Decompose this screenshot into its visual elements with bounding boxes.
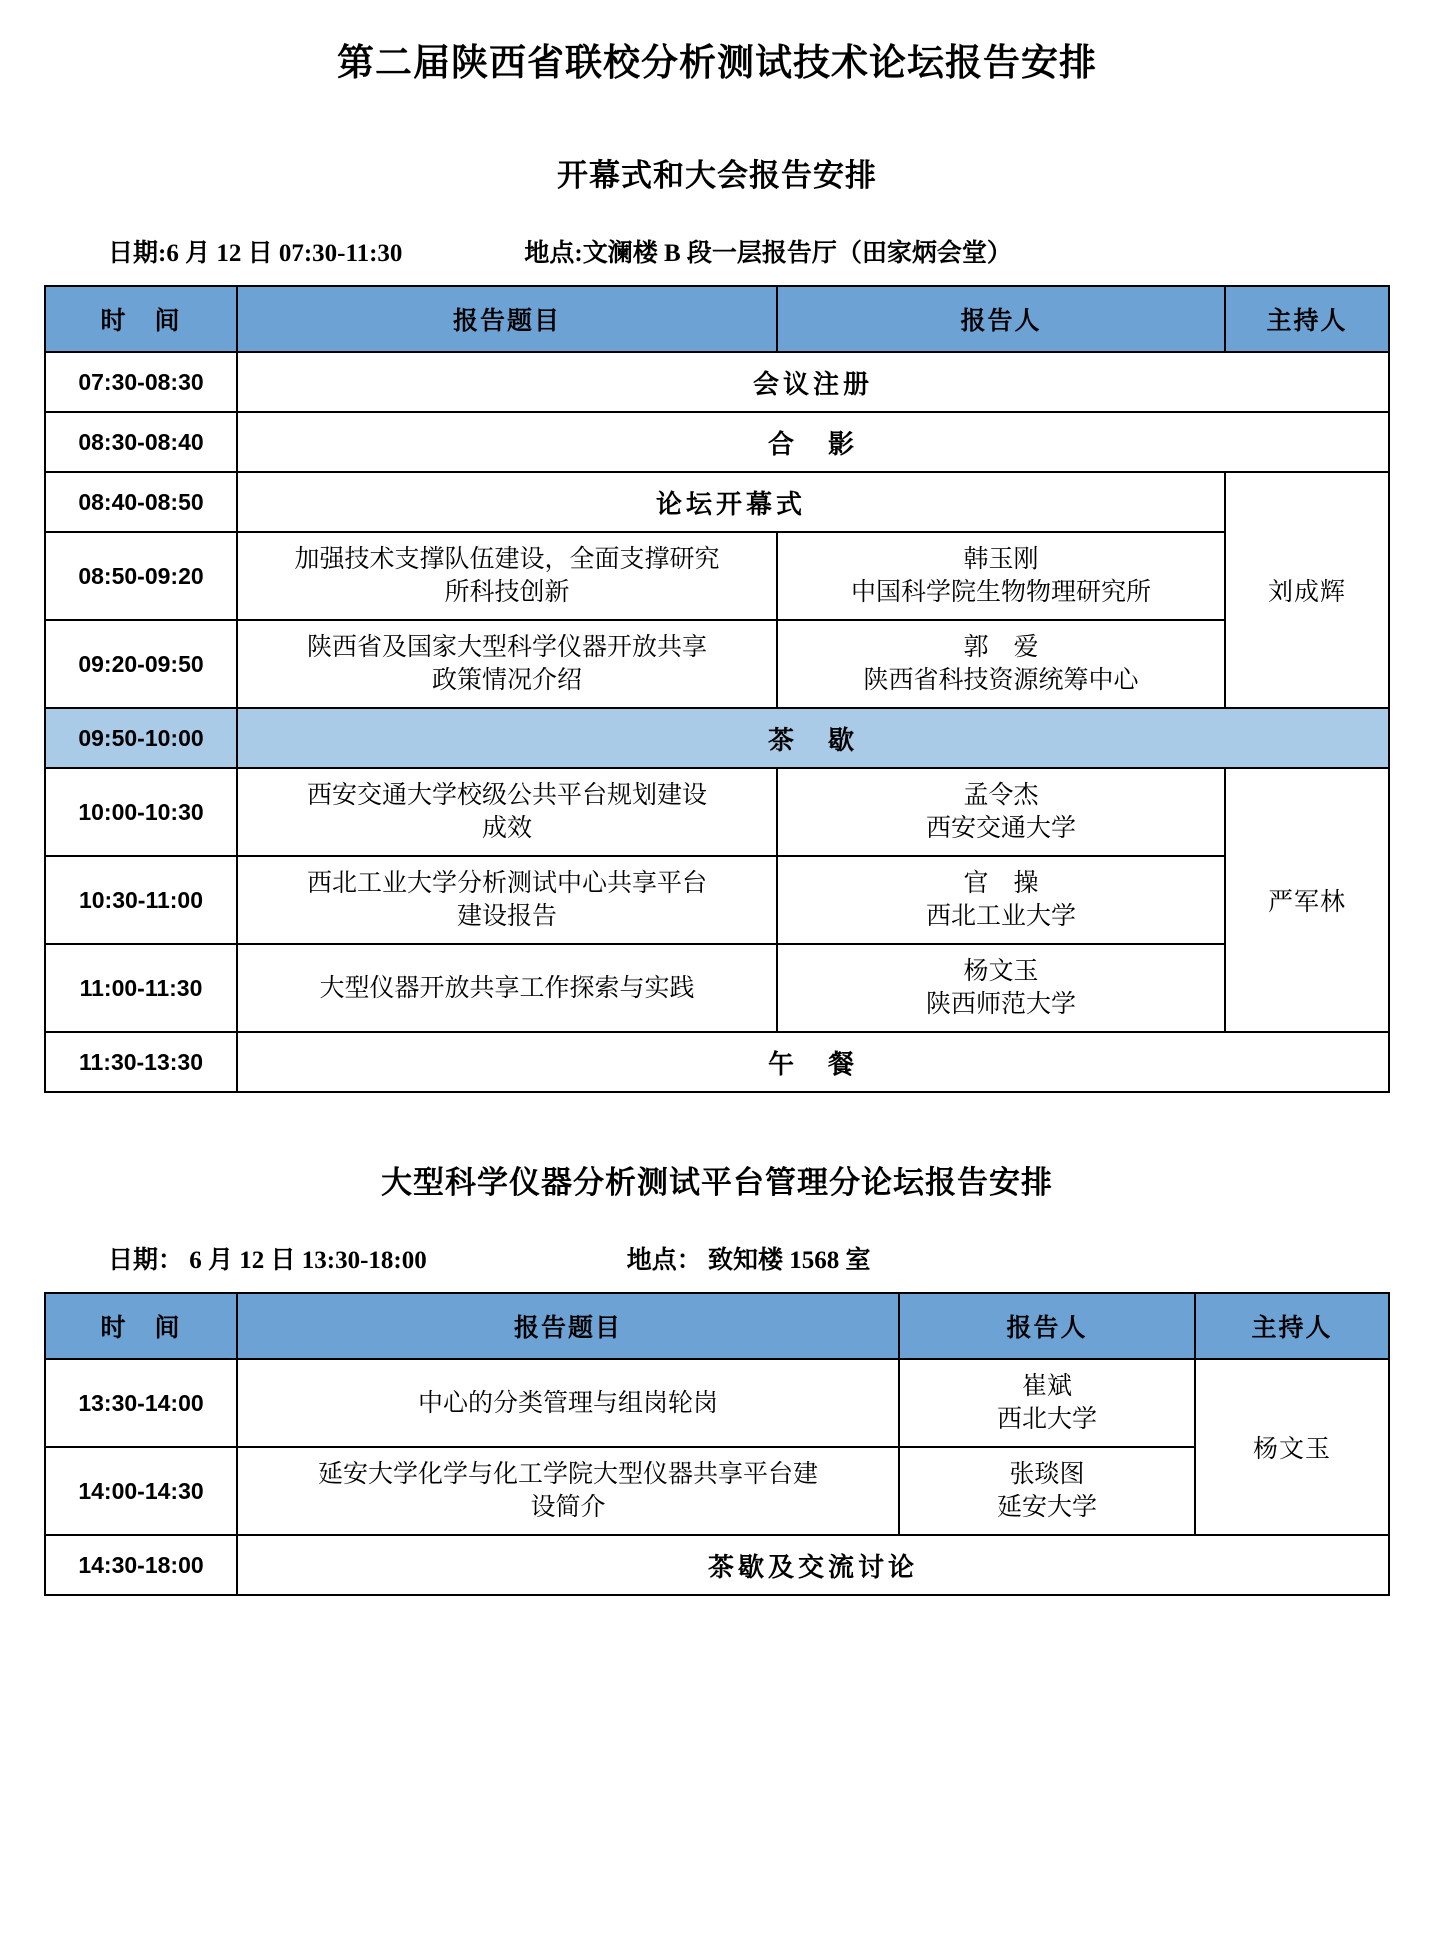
row-topic (237, 1447, 899, 1535)
row-topic-line1: 陕西省及国家大型科学仪器开放共享 (306, 634, 707, 661)
row-speaker-name: 郭 爱 (963, 634, 1039, 661)
row-time: 14:30-18:00 (45, 1535, 237, 1595)
section2-schedule-table (44, 1292, 1390, 1596)
row-speaker (777, 768, 1225, 856)
row-topic (237, 620, 777, 708)
section1-schedule-table (44, 285, 1390, 1093)
section1-date: 日期:6 月 12 日 07:30-11:30 (108, 240, 403, 267)
row-speaker (899, 1447, 1195, 1535)
column-header-speaker: 报告人 (899, 1293, 1195, 1359)
row-topic-line2: 政策情况介绍 (431, 667, 582, 694)
row-speaker (777, 944, 1225, 1032)
row-full-text: 合 影 (237, 412, 1389, 472)
row-speaker-affiliation: 陕西省科技资源统筹中心 (863, 667, 1139, 694)
row-topic-line2: 建设报告 (456, 903, 557, 930)
section1-place: 地点:文澜楼 B 段一层报告厅（田家炳会堂） (524, 240, 1012, 267)
table-row (45, 856, 1389, 944)
row-time: 09:50-10:00 (45, 708, 237, 768)
row-topic (237, 944, 777, 1032)
row-speaker-affiliation: 陕西师范大学 (925, 991, 1076, 1018)
row-speaker (777, 532, 1225, 620)
table-header-row (45, 1293, 1389, 1359)
row-topic (237, 1359, 899, 1447)
row-topic-line1: 大型仪器开放共享工作探索与实践 (319, 974, 695, 1002)
section1-title: 开幕式和大会报告安排 (557, 158, 877, 193)
row-time: 09:20-09:50 (45, 620, 237, 708)
column-header-time: 时 间 (45, 1293, 237, 1359)
row-speaker-affiliation: 西北大学 (996, 1406, 1097, 1433)
section1-meta (44, 233, 1390, 269)
row-host: 严军林 (1225, 768, 1389, 1032)
row-speaker-name: 韩玉刚 (963, 546, 1039, 573)
table-row (45, 532, 1389, 620)
table-row (45, 944, 1389, 1032)
table-row-break (45, 708, 1389, 768)
row-time: 11:00-11:30 (45, 944, 237, 1032)
row-host: 刘成辉 (1225, 472, 1389, 708)
column-header-topic: 报告题目 (237, 1293, 899, 1359)
row-time: 14:00-14:30 (45, 1447, 237, 1535)
table-row (45, 620, 1389, 708)
table-row (45, 1359, 1389, 1447)
row-span-text: 论坛开幕式 (237, 472, 1225, 532)
row-speaker-affiliation: 西安交通大学 (925, 815, 1076, 842)
row-full-text: 茶歇及交流讨论 (237, 1535, 1389, 1595)
row-speaker-name: 官 操 (963, 870, 1039, 897)
row-full-text: 茶 歇 (237, 708, 1389, 768)
table-header-row (45, 286, 1389, 352)
row-time: 10:00-10:30 (45, 768, 237, 856)
table-row (45, 472, 1389, 532)
column-header-host: 主持人 (1225, 286, 1389, 352)
row-topic (237, 532, 777, 620)
row-topic-line1: 加强技术支撑队伍建设，全面支撑研究 (294, 546, 720, 573)
section2-title: 大型科学仪器分析测试平台管理分论坛报告安排 (381, 1165, 1053, 1200)
row-speaker-name: 杨文玉 (963, 958, 1039, 985)
column-header-time: 时 间 (45, 286, 237, 352)
column-header-topic: 报告题目 (237, 286, 777, 352)
section2-date: 日期： 6 月 12 日 13:30-18:00 (108, 1247, 427, 1274)
table-row (45, 1447, 1389, 1535)
row-topic-line1: 西北工业大学分析测试中心共享平台 (306, 870, 707, 897)
row-time: 08:50-09:20 (45, 532, 237, 620)
table-row (45, 768, 1389, 856)
row-topic-line2: 设简介 (530, 1494, 606, 1521)
column-header-speaker: 报告人 (777, 286, 1225, 352)
row-speaker-affiliation: 西北工业大学 (925, 903, 1076, 930)
row-time: 08:40-08:50 (45, 472, 237, 532)
row-speaker-affiliation: 中国科学院生物物理研究所 (850, 579, 1151, 606)
row-topic-line1: 延安大学化学与化工学院大型仪器共享平台建 (317, 1461, 818, 1488)
row-speaker-name: 孟令杰 (963, 782, 1039, 809)
table-row (45, 352, 1389, 412)
page-title: 第二届陕西省联校分析测试技术论坛报告安排 (337, 42, 1097, 83)
section2-meta (44, 1240, 1390, 1276)
row-topic-line1: 西安交通大学校级公共平台规划建设 (306, 782, 707, 809)
row-speaker-affiliation: 延安大学 (996, 1494, 1097, 1521)
row-speaker (777, 856, 1225, 944)
row-topic (237, 856, 777, 944)
section2-place: 地点： 致知楼 1568 室 (626, 1247, 871, 1274)
row-topic-line1: 中心的分类管理与组岗轮岗 (417, 1389, 718, 1417)
column-header-host: 主持人 (1195, 1293, 1389, 1359)
row-speaker (899, 1359, 1195, 1447)
row-topic-line2: 成效 (481, 815, 532, 842)
row-host: 杨文玉 (1195, 1359, 1389, 1535)
row-full-text: 会议注册 (237, 352, 1389, 412)
table-row (45, 412, 1389, 472)
row-speaker-name: 张琰图 (1009, 1461, 1085, 1488)
row-time: 13:30-14:00 (45, 1359, 237, 1447)
table-row (45, 1032, 1389, 1092)
row-topic-line2: 所科技创新 (444, 579, 570, 606)
row-time: 10:30-11:00 (45, 856, 237, 944)
row-time: 11:30-13:30 (45, 1032, 237, 1092)
row-full-text: 午 餐 (237, 1032, 1389, 1092)
row-time: 07:30-08:30 (45, 352, 237, 412)
row-speaker-name: 崔斌 (1021, 1373, 1072, 1400)
table-row (45, 1535, 1389, 1595)
row-topic (237, 768, 777, 856)
row-speaker (777, 620, 1225, 708)
row-time: 08:30-08:40 (45, 412, 237, 472)
